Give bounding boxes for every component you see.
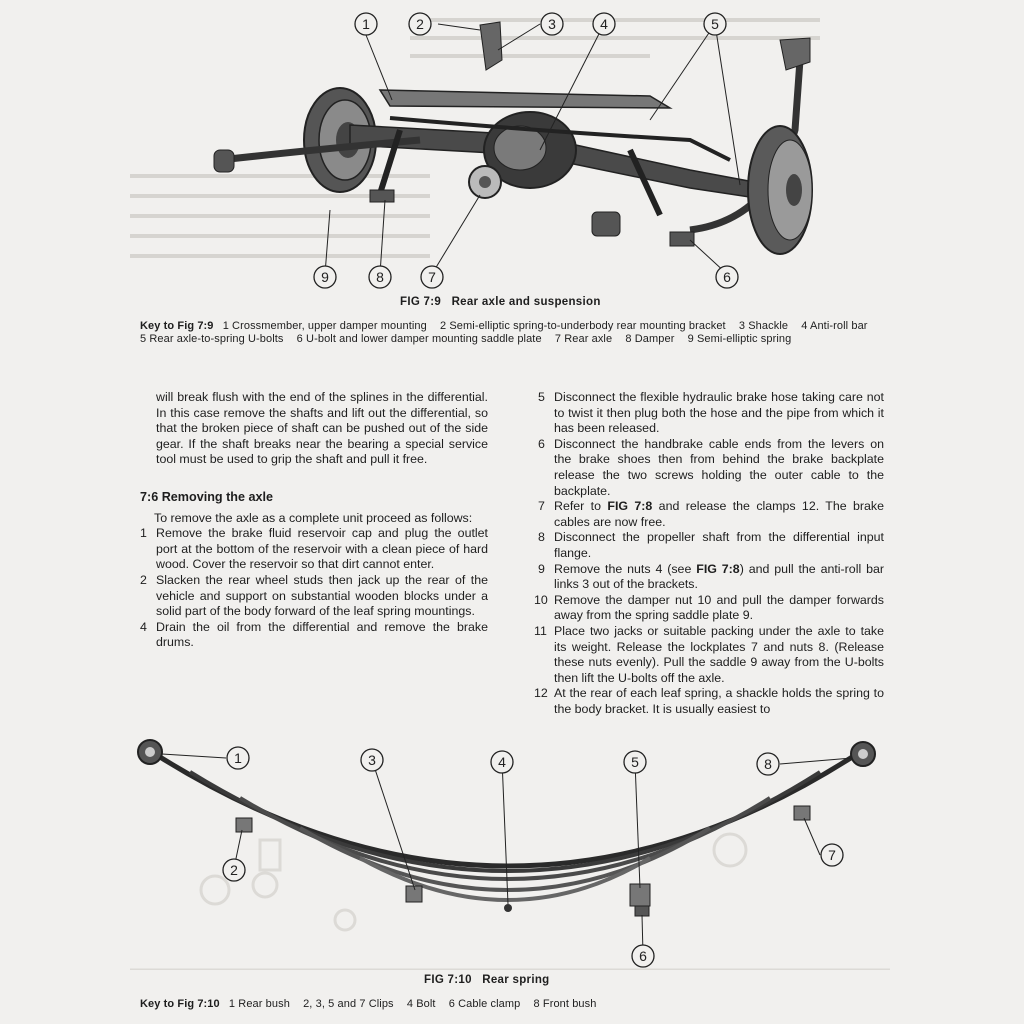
svg-text:1: 1 bbox=[234, 750, 242, 766]
step-number: 1 bbox=[140, 526, 147, 541]
right-saddle-plate bbox=[670, 232, 694, 246]
callout-leaders bbox=[162, 754, 852, 954]
fig9-key-item: 7 Rear axle bbox=[554, 333, 613, 345]
callout-6 bbox=[716, 266, 738, 288]
step-number: 7 bbox=[538, 499, 545, 514]
step-text: Drain the oil from the differential and remove the brake drums. bbox=[156, 619, 488, 650]
callout-3 bbox=[361, 749, 383, 771]
step-text: Slacken the rear wheel studs then jack up the rear of the vehicle and support on substantial wooden blocks under a solid part of the body forward of the leaf spring mountings. bbox=[156, 572, 488, 619]
rear-axle-drawing bbox=[130, 0, 850, 292]
fig10-key-item: 4 Bolt bbox=[406, 998, 436, 1010]
callout-5 bbox=[624, 751, 646, 773]
clip-2 bbox=[236, 818, 252, 832]
step-item bbox=[534, 623, 884, 686]
callout-1 bbox=[227, 747, 249, 769]
fig10-key-item: 8 Front bush bbox=[533, 998, 597, 1010]
fig9-key-title: Key to Fig 7:9 bbox=[140, 320, 214, 332]
svg-text:3: 3 bbox=[368, 752, 376, 768]
step-item bbox=[140, 573, 488, 620]
svg-text:4: 4 bbox=[600, 16, 608, 32]
front-bush bbox=[851, 742, 875, 766]
svg-text:9: 9 bbox=[321, 269, 329, 285]
callout-4 bbox=[593, 13, 615, 35]
step-text-pre: Refer to bbox=[554, 499, 608, 514]
step-text: Remove the damper nut 10 and pull the damper forwards away from the spring saddle plate 9. bbox=[554, 592, 884, 623]
callout-6 bbox=[632, 945, 654, 967]
left-column bbox=[140, 390, 488, 651]
step-text: Disconnect the handbrake cable ends from the levers on the brake shoes then from behind the brake backplate release the two screws holding the outer cable to the backplate. bbox=[554, 436, 884, 498]
rear-mounting-bracket bbox=[480, 22, 502, 70]
intro-paragraph: To remove the axle as a complete unit proceed as follows: bbox=[154, 510, 473, 525]
step-number: 4 bbox=[140, 619, 147, 634]
step-item bbox=[538, 390, 884, 437]
step-text-pre: Remove the nuts 4 (see bbox=[554, 561, 697, 576]
fig9-key-item: 4 Anti-roll bar bbox=[801, 320, 868, 332]
step-item bbox=[538, 562, 884, 593]
fig10-key-title: Key to Fig 7:10 bbox=[140, 998, 220, 1010]
step-number: 5 bbox=[538, 390, 545, 404]
svg-text:4: 4 bbox=[498, 754, 506, 770]
step-text: Place two jacks or suitable packing under the axle to take its weight. Release the lockplates 7 and nuts 8. (Release these nuts evenly). Pull the saddle 9 away from the U-bolts then lift the U-bolts off the axle. bbox=[554, 623, 884, 685]
step-text: Disconnect the flexible hydraulic brake hose taking care not to twist it then plug both the hose and the pipe from which it has been released. bbox=[554, 390, 884, 436]
step-text-post: ) and pull the anti-roll bar links 3 out of the brackets. bbox=[554, 561, 885, 592]
svg-text:8: 8 bbox=[764, 756, 772, 772]
step-item bbox=[538, 530, 884, 561]
step-item bbox=[140, 526, 488, 573]
left-spring-eye bbox=[214, 150, 234, 172]
fig9-key-item: 8 Damper bbox=[625, 333, 675, 345]
fig9-key-item: 5 Rear axle-to-spring U-bolts bbox=[140, 333, 284, 345]
fig9-key-item: 6 U-bolt and lower damper mounting saddle plate bbox=[296, 333, 542, 345]
fig9-key-item: 2 Semi-elliptic spring-to-underbody rear mounting bracket bbox=[439, 320, 726, 332]
step-number: 10 bbox=[534, 592, 548, 607]
svg-text:1: 1 bbox=[362, 16, 370, 32]
callout-5 bbox=[704, 13, 726, 35]
svg-text:6: 6 bbox=[639, 948, 647, 964]
fig10-key bbox=[140, 998, 884, 1011]
clip-7 bbox=[794, 806, 810, 820]
svg-text:5: 5 bbox=[631, 754, 639, 770]
continuation-paragraph: will break flush with the end of the splines in the differential. In this case remove the shafts and lift out the differential, so that the broken piece of shaft can be pushed out of the side gear. If the shaft breaks near the bearing a special service tool must be used to grip the shaft and pull it free. bbox=[156, 390, 488, 467]
right-spring-eye bbox=[592, 212, 620, 236]
svg-text:6: 6 bbox=[723, 269, 731, 285]
rear-spring-drawing bbox=[130, 730, 890, 970]
callout-8 bbox=[757, 753, 779, 775]
figure-reference: FIG 7:8 bbox=[607, 499, 653, 514]
callout-7 bbox=[821, 844, 843, 866]
section-heading: 7:6 Removing the axle bbox=[140, 489, 273, 504]
step-number: 9 bbox=[538, 561, 545, 576]
fig10-key-item: 2, 3, 5 and 7 Clips bbox=[303, 998, 394, 1010]
right-column bbox=[534, 390, 885, 717]
step-text: Disconnect the propeller shaft from the differential input flange. bbox=[554, 530, 884, 560]
step-number: 6 bbox=[538, 436, 545, 451]
callout-2 bbox=[223, 859, 245, 881]
fig9-key-item: 9 Semi-elliptic spring bbox=[687, 333, 792, 345]
step-number: 12 bbox=[534, 686, 548, 701]
center-bolt bbox=[504, 904, 512, 912]
right-brake-drum bbox=[748, 126, 812, 254]
step-item bbox=[538, 437, 884, 499]
svg-text:7: 7 bbox=[828, 847, 836, 863]
step-text: Remove the brake fluid reservoir cap and plug the outlet port at the bottom of the reservoir with a clean piece of hard wood. Cover the reservoir so that dirt cannot enter. bbox=[156, 526, 488, 572]
rear-spring-figure bbox=[130, 730, 890, 970]
fig10-caption: FIG 7:10 Rear spring bbox=[424, 974, 550, 986]
fig9-key-item: 1 Crossmember, upper damper mounting bbox=[222, 320, 427, 332]
crossmember bbox=[380, 90, 670, 108]
svg-text:2: 2 bbox=[416, 16, 424, 32]
rear-axle-suspension-figure bbox=[130, 0, 850, 292]
svg-text:8: 8 bbox=[376, 269, 384, 285]
fig10-key-item: 1 Rear bush bbox=[228, 998, 290, 1010]
rear-bush bbox=[138, 740, 162, 764]
fig10-key-item: 6 Cable clamp bbox=[448, 998, 521, 1010]
svg-text:7: 7 bbox=[428, 269, 436, 285]
step-number: 2 bbox=[140, 572, 147, 587]
svg-text:3: 3 bbox=[548, 16, 556, 32]
svg-text:5: 5 bbox=[711, 16, 719, 32]
step-item bbox=[534, 592, 884, 624]
step-item bbox=[140, 620, 488, 651]
step-item bbox=[538, 499, 884, 530]
fig9-caption: FIG 7:9 Rear axle and suspension bbox=[400, 296, 601, 308]
callout-9 bbox=[314, 266, 336, 288]
fig9-key bbox=[140, 320, 884, 346]
callout-1 bbox=[355, 13, 377, 35]
left-saddle-plate bbox=[370, 190, 394, 202]
callout-4 bbox=[491, 751, 513, 773]
callout-7 bbox=[421, 266, 443, 288]
callout-8 bbox=[369, 266, 391, 288]
step-text: At the rear of each leaf spring, a shackle holds the spring to the body bracket. It is usually easiest to bbox=[554, 686, 884, 716]
spring-leaves bbox=[152, 752, 860, 900]
step-number: 11 bbox=[534, 623, 547, 638]
fig9-key-item: 3 Shackle bbox=[738, 320, 789, 332]
callout-3 bbox=[541, 13, 563, 35]
svg-text:2: 2 bbox=[230, 862, 238, 878]
step-item bbox=[534, 686, 884, 717]
cable-clamp bbox=[635, 906, 649, 916]
step-text-post: and release the clamps 12. The brake cables are now free. bbox=[554, 499, 885, 529]
step-number: 8 bbox=[538, 530, 545, 545]
figure-reference: FIG 7:8 bbox=[696, 561, 740, 576]
callout-2 bbox=[409, 13, 431, 35]
right-shackle-bracket bbox=[780, 38, 810, 70]
